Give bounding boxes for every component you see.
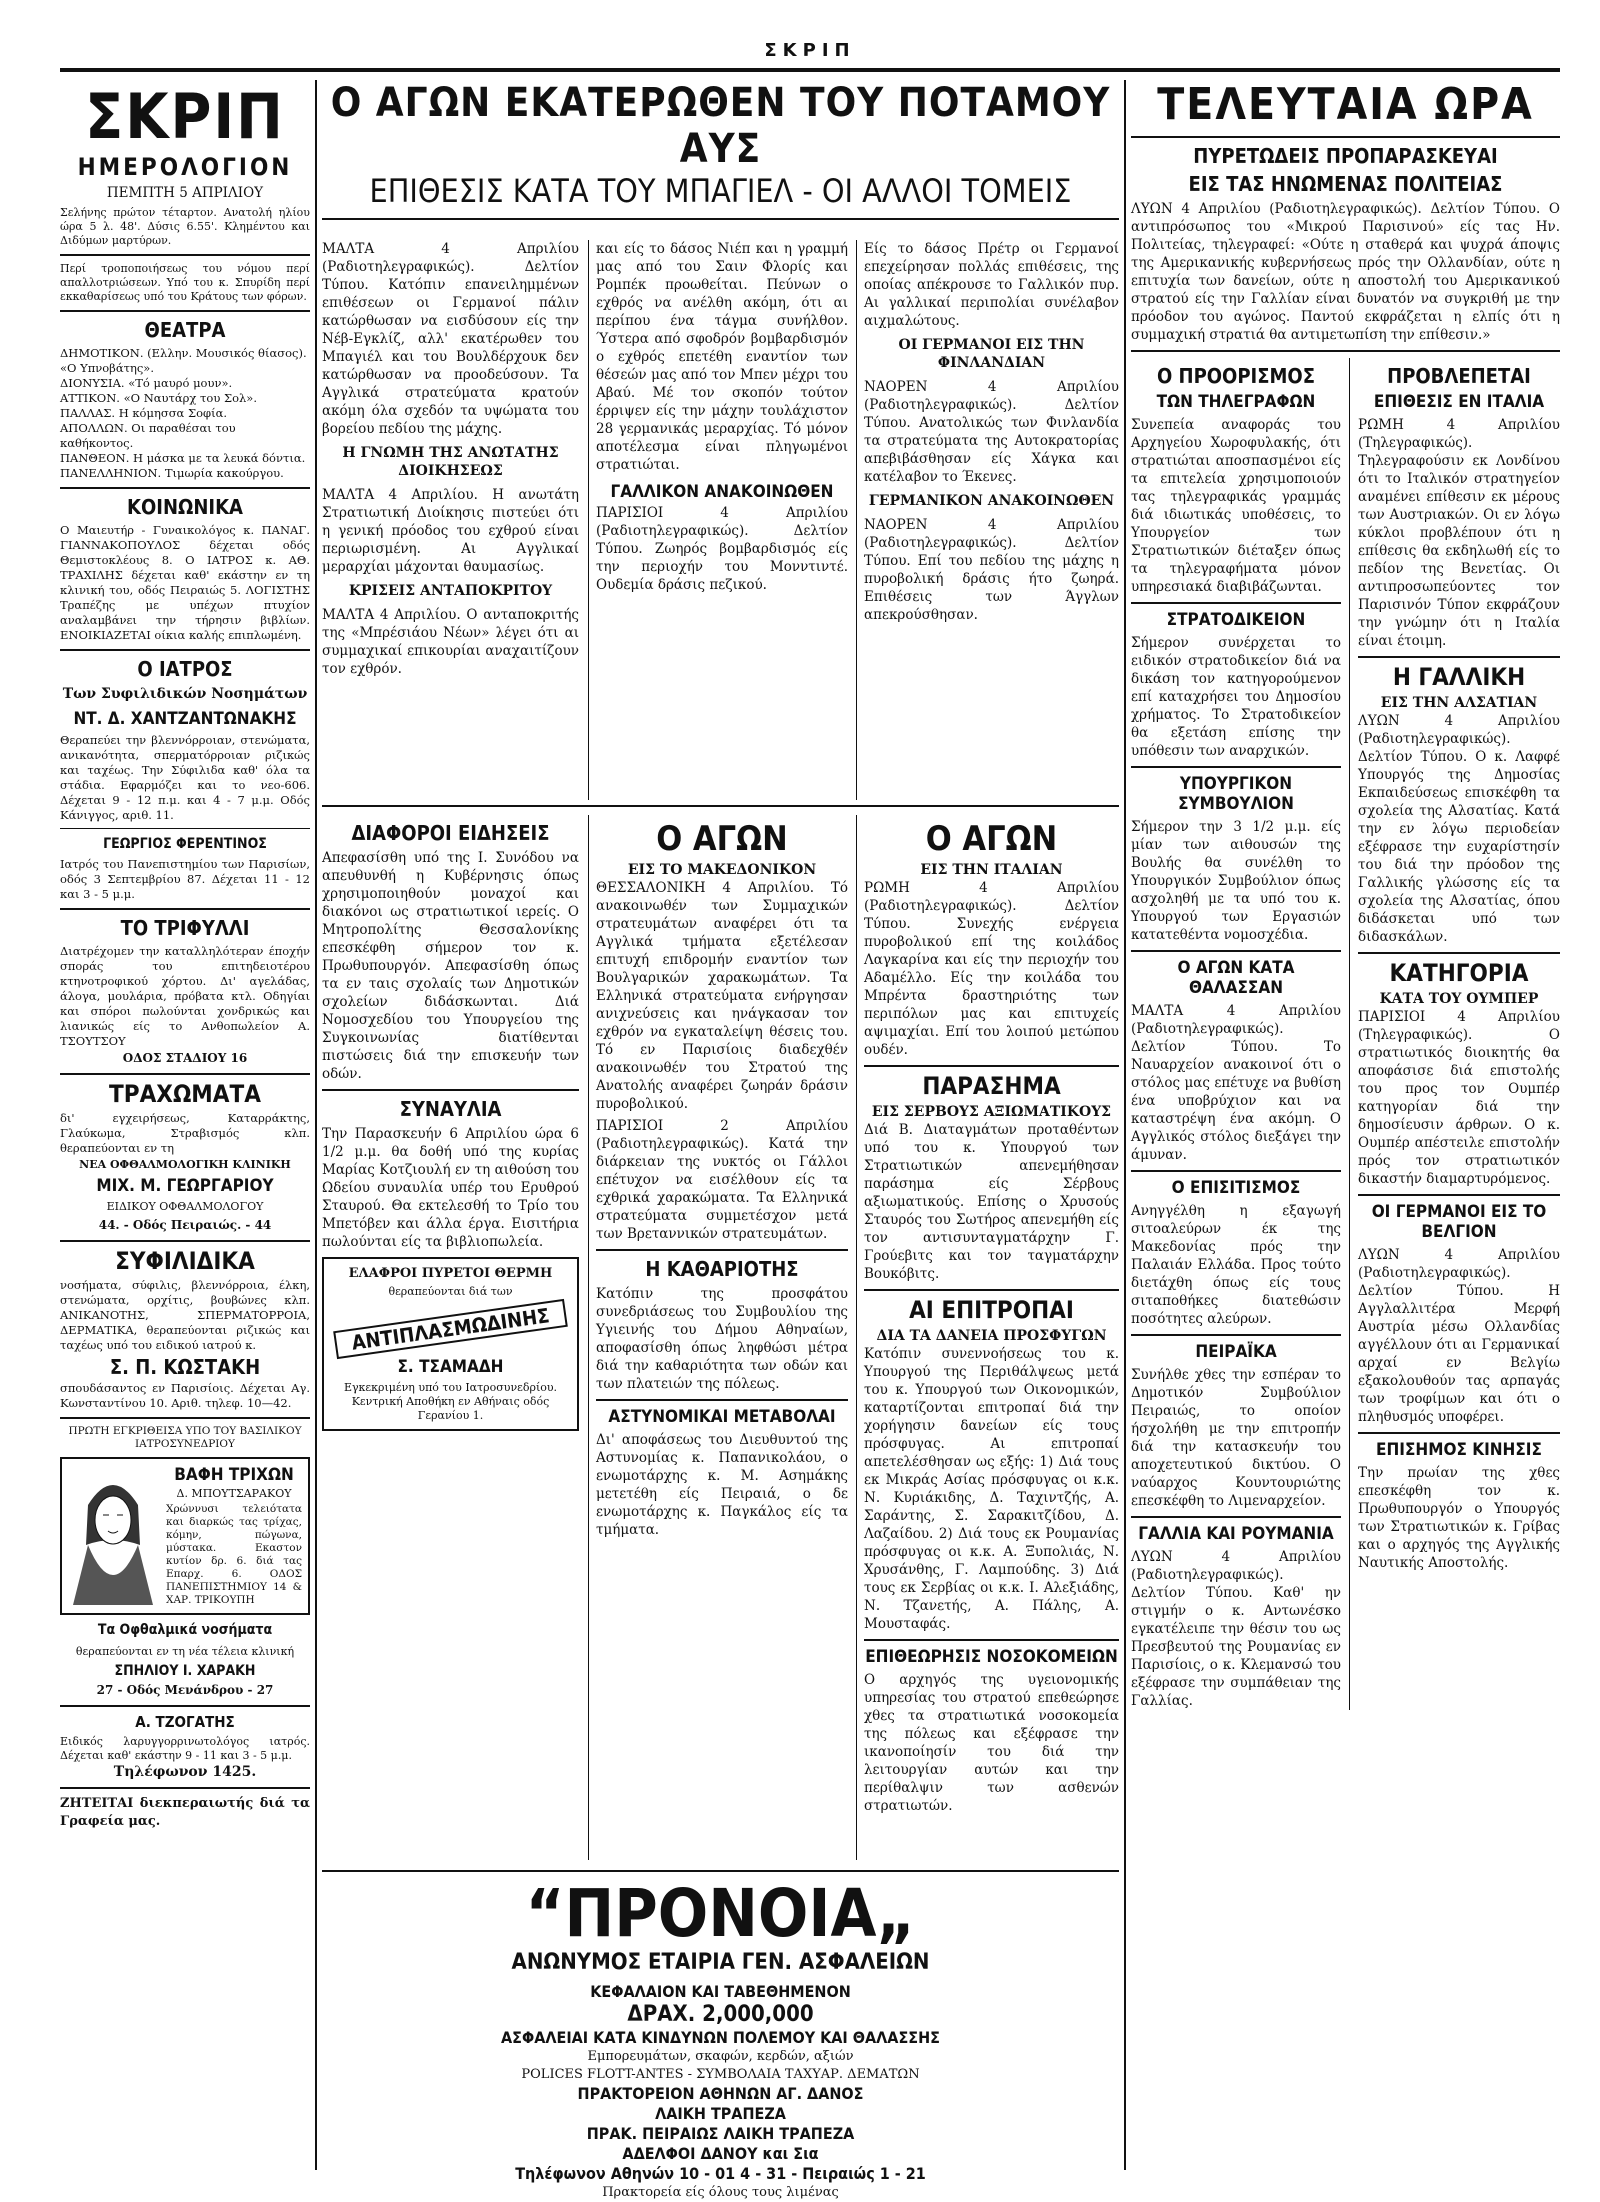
eladia-maker: Σ. ΤΣΑΜΑΔΗ bbox=[397, 1357, 504, 1377]
provlepetai-heading: ΠΡΟΒΛΕΠΕΤΑΙ bbox=[1387, 364, 1531, 388]
ofthalmika-doctor: ΣΠΗΛΙΟΥ Ι. ΧΑΡΑΚΗ bbox=[114, 1663, 256, 1679]
column-rule bbox=[588, 815, 589, 1860]
kategoria-text: ΠΑΡΙΣΙΟΙ 4 Απριλίου (Τηλεγραφικώς). Ο στρατιωτικός διοικητής θα αποφάσισε διά επιστολής του προς τον Ουμπέρ κατηγορίαν διά την δημοσίευσιν άρθρων. Ο κ. Ουμπέρ απέστειλε επιστολήν πρός τον στρατιωτικόν δικαστήν διαμαρτυρόμενος. bbox=[1358, 1009, 1560, 1187]
epitropai-heading: ΑΙ ΕΠΙΤΡΟΠΑΙ bbox=[909, 1296, 1074, 1324]
main-story-col1c-text: ΜΑΛΤΑ 4 Απριλίου. Ο ανταποκριτής της «Μπρέσιάου Νέων» λέγει ότι αι συμμαχικαί επικουρίαι αναχαιτίζουν τον εχθρόν. bbox=[322, 607, 579, 677]
thalassan-heading: Ο ΑΓΩΝ ΚΑΤΑ ΘΑΛΑΣΣΑΝ bbox=[1177, 958, 1295, 998]
trifylli-heading: ΤΟ ΤΡΙΦΥΛΛΙ bbox=[120, 916, 250, 940]
divider bbox=[1131, 950, 1341, 952]
makedonikon-text2: ΠΑΡΙΣΙΟΙ 2 Απριλίου (Ραδιοτηλεγραφικώς). Κατά την διάρκειαν της νυκτός οι Γάλλοι επέτυχον να εισέλθουν είς τα εχθρικά χαρακώματα. Τα Ελληνικά στρατεύματα συμμετέσχον μετά των Βρεταννικών στρατευμάτων. bbox=[596, 1118, 848, 1242]
peiraikai-text: Συνήλθε χθες την εσπέραν το Δημοτικόν Συμβούλιον Πειραιώς, το οποίον ήσχολήθη με την επιτροπήν διά την κατασκευήν του αποχετευτικού δικτύου. Ο ναύαρχος Κουντουριώτης επεσκέφθη το Λιμεναρχείον. bbox=[1131, 1367, 1341, 1509]
pronoia-line5: ΛΑΙΚΗ ΤΡΑΠΕΖΑ bbox=[655, 2104, 786, 2123]
trifylli-address: ΟΔΟΣ ΣΤΑΔΙΟΥ 16 bbox=[122, 1051, 248, 1065]
divider bbox=[60, 1787, 310, 1789]
pronoia-title: “ΠΡΟΝΟΙΑ„ bbox=[525, 1875, 916, 1952]
main-story-col-2 bbox=[596, 240, 848, 800]
gallikh-text: ΛΥΩΝ 4 Απριλίου (Ραδιοτηλεγραφικώς). Δελτίον Τύπου. Ο κ. Λαφφέ Υπουργός της Δημοσίας Εκπαιδεύσεως επισκέφθη τα σχολεία της Αλσατίας. Κατά την εν λόγω περιοδείαν εξέφρασε την ευχαρίστησίν του διά την πρόοδον της Γαλλικής γλώσσης είς τα σχολεία της Αλσατίας, όπου διδάσκεται υπό των διδασκάλων. bbox=[1358, 713, 1560, 945]
lower-col-1 bbox=[322, 815, 579, 1860]
teleftaia-banner: ΤΕΛΕΥΤΑΙΑ ΩΡΑ bbox=[1157, 79, 1534, 130]
divider bbox=[1131, 1334, 1341, 1336]
syfilidika-text2: σπουδάσαντος εν Παρισίοις. Δέχεται Αγ. Κωνσταντίνου 10. Αριθ. τηλεφ. 10—42. bbox=[60, 1381, 310, 1410]
gallikh-heading: Η ΓΑΛΛΙΚΗ bbox=[1392, 663, 1526, 691]
middle-section bbox=[322, 80, 1119, 2200]
ofthalmika-heading: Τα Οφθαλμικά νοσήματα bbox=[97, 1622, 273, 1638]
epistitismos-heading: Ο ΕΠΙΣΙΤΙΣΜΟΣ bbox=[1171, 1178, 1301, 1198]
syfilidika-text: νοσήματα, σύφιλις, βλεννόρροια, έλκη, στενώματα, ορχίτις, βουβώνες κλπ. ΑΝΙΚΑΝΟΤΗΣ, ΣΠΕΡΜΑΤΟΡΡΟΙΑ, ΔΕΡΜΑΤΙΚΑ, θεραπεύονται ριζικώς και ταχέως υπό του ειδικού ιατρού κ. bbox=[60, 1278, 310, 1352]
iatros-name: ΝΤ. Δ. ΧΑΝΤΖΑΝΤΩΝΑΚΗΣ bbox=[73, 709, 297, 729]
divider bbox=[1358, 952, 1560, 954]
pronoia-line1: ΑΣΦΑΛΕΙΑΙ ΚΑΤΑ ΚΙΝΔΥΝΩΝ ΠΟΛΕΜΟΥ ΚΑΙ ΘΑΛΑΣΣΗΣ bbox=[500, 2028, 940, 2047]
pronoia-ad bbox=[322, 1870, 1119, 2200]
main-story-subbanner: ΕΠΙΘΕΣΙΣ ΚΑΤΑ ΤΟΥ ΜΠΑΓΙΕΛ - ΟΙ ΑΛΛΟΙ ΤΟΜΕΙΣ bbox=[369, 172, 1072, 210]
kategoria-heading: ΚΑΤΗΓΟΡΙΑ bbox=[1389, 959, 1529, 987]
pronoia-sub: ΑΝΩΝΥΜΟΣ ΕΤΑΙΡΙΑ ΓΕΝ. ΑΣΦΑΛΕΙΩΝ bbox=[511, 1950, 930, 1975]
divider bbox=[1131, 766, 1341, 768]
pronoia-line8: Τηλέφωνον Αθηνών 10 - 01 4 - 31 - Πειραιώς 1 - 21 bbox=[515, 2164, 926, 2183]
theatra-item: ΠΑΛΛΑΣ. Η κόμησσα Σοφία. bbox=[60, 406, 228, 420]
stratodikeion-text: Σήμερον συνέρχεται το ειδικόν στρατοδικείον διά να δικάση τον κατηγορούμενον επί καταχρήσει του Δημοσίου χρήματος. Το Στρατοδικείον θα εξετάση επίσης την υπόθεσιν των αναρχικών. bbox=[1131, 635, 1341, 759]
divider bbox=[60, 1240, 310, 1242]
teleftaia-text: ΛΥΩΝ 4 Απριλίου (Ραδιοτηλεγραφικώς). Δελτίον Τύπου. Ο αντιπρόσωπος του «Μικρού Παρισινού» είς τας Ην. Πολιτείας, τηλεγραφεί: «Ούτε η σταθερά και ψυχρά άποψις της Αμερικανικής κυβερνήσεως πρός την Ολλανδίαν, ούτε η επιτυχία των δανείων, ούτε η αποστολή του Αμερικανικού στρατού είς την Γαλλίαν είναι δυνατόν να συγκριθή με την πρόοδον του αγώνος. Παντού εκφράζεται η ελπίς ότι η συμμαχική στρατιά θα αντιμετωπίση την επίθεσιν.» bbox=[1131, 201, 1560, 343]
divider bbox=[596, 1249, 848, 1251]
ofthalmika-address: 27 - Οδός Μενάνδρου - 27 bbox=[96, 1683, 274, 1697]
katharotis-text: Κατόπιν της προσφάτου συνεδριάσεως του Συμβουλίου της Υγιεινής του Δήμου Αθηναίων, αποφασίσθη όπως ληφθώσι μέτρα διά την καθαριότητα των οδών και των πλατειών της πόλεως. bbox=[596, 1286, 848, 1392]
main-story-col3c-text: ΝΑΟΡΕΝ 4 Απριλίου (Ραδιοτηλεγραφικώς). Δελτίον Τύπου. Επί του πεδίου της μάχης η πυροβολική δράσις ήτο ζωηρά. Επιθέσεις των Άγγλων απεκρούσθησαν. bbox=[864, 517, 1119, 623]
synavlia-heading: ΣΥΝΑΥΛΙΑ bbox=[399, 1097, 502, 1121]
pronoia-capital: ΚΕΦΑΛΑΙΟΝ ΚΑΙ ΤΑΒΕΘΗΜΕΝΟΝ bbox=[590, 1982, 851, 2001]
pronoia-amount: ΔΡΑΧ. 2,000,000 bbox=[627, 2002, 814, 2027]
iatros-sub: Των Συφιλιδικών Νοσημάτων bbox=[62, 686, 308, 702]
provlepetai-text: ΡΩΜΗ 4 Απριλίου (Τηλεγραφικώς). Τηλεγραφούσιν εκ Λονδίνου ότι το Ιταλικόν στρατηγείον αναμένει επίθεσιν εκ μέρους των Αυστριακών. Οι εν λόγω κύκλοι προβλέπουν ότι η επίθεσις θα εκδηλωθή είς το πεδίον της Βενετίας. Οι αντιπροσωπεύοντες τον Παρισινόν Τύπον εκφράζουν την γνώμην ότι η Ιταλία είναι έτοιμη. bbox=[1358, 417, 1560, 649]
masthead-title: ΣΚΡΙΠ bbox=[85, 80, 285, 153]
vafi-ad bbox=[60, 1457, 310, 1615]
divider bbox=[60, 1705, 310, 1707]
divider bbox=[1358, 1194, 1560, 1196]
proorismos-heading: Ο ΠΡΟΟΡΙΣΜΟΣ bbox=[1156, 364, 1316, 388]
vafi-label: ΠΡΩΤΗ ΕΓΚΡΙΘΕΙΣΑ ΥΠΟ ΤΟΥ ΒΑΣΙΛΙΚΟΥ ΙΑΤΡΟΣΥΝΕΔΡΙΟΥ bbox=[68, 1425, 302, 1450]
astynomikai-text: Δι' αποφάσεως του Διευθυντού της Αστυνομίας κ. Παπανικολάου, ο ενωμοτάρχης κ. Μ. Ασημάκης μετετέθη είς Πειραιά, ο δε ενωμοτάρχης κ. Παγκάλος είς τα τμήματα. bbox=[596, 1432, 848, 1538]
main-story-col2-head: ΓΑΛΛΙΚΟΝ ΑΝΑΚΟΙΝΩΘΕΝ bbox=[610, 482, 834, 502]
koinonika-heading: ΚΟΙΝΩΝΙΚΑ bbox=[127, 495, 243, 519]
italian-sub: ΕΙΣ ΤΗΝ ΙΤΑΛΙΑΝ bbox=[920, 862, 1063, 878]
divider bbox=[60, 487, 310, 489]
column-rule bbox=[856, 815, 857, 1860]
lower-col-3 bbox=[864, 815, 1119, 1860]
main-story-col3-head: ΟΙ ΓΕΡΜΑΝΟΙ ΕΙΣ ΤΗΝ ΦΙΝΛΑΝΔΙΑΝ bbox=[898, 337, 1085, 371]
divider bbox=[1131, 602, 1341, 604]
divider bbox=[60, 254, 310, 256]
column-rule bbox=[315, 80, 317, 2170]
divider bbox=[60, 1417, 310, 1419]
pronoia-line6: ΠΡΑΚ. ΠΕΙΡΑΙΩΣ ΛΑΙΚΗ ΤΡΑΠΕΖΑ bbox=[586, 2124, 855, 2143]
episimos-heading: ΕΠΙΣΗΜΟΣ ΚΙΝΗΣΙΣ bbox=[1376, 1440, 1542, 1460]
trachomata-text: δι' εγχειρήσεως, Καταρράκτης, Γλαύκωμα, Στραβισμός κλπ. θεραπεύονται εν τη bbox=[60, 1111, 310, 1155]
katharotis-heading: Η ΚΑΘΑΡΙΟΤΗΣ bbox=[645, 1257, 799, 1281]
main-story-col-1 bbox=[322, 240, 579, 800]
divider bbox=[60, 1073, 310, 1075]
trachomata-doctor: ΜΙΧ. Μ. ΓΕΩΡΓΑΡΙΟΥ bbox=[96, 1176, 274, 1196]
iatros-text2: Ιατρός του Πανεπιστημίου των Παρισίων, οδός 3 Σεπτεμβρίου 87. Δέχεται 11 - 12 και 3 - 5 μ.μ. bbox=[60, 857, 310, 901]
column-rule bbox=[856, 240, 857, 800]
main-story-col2b-text: ΠΑΡΙΣΙΟΙ 4 Απριλίου (Ραδιοτηλεγραφικώς). Δελτίον Τύπου. Ζωηρός βομβαρδισμός είς την περιοχήν του Μονντιντέ. Ουδεμία δράσις πεζικού. bbox=[596, 505, 848, 593]
iatros-text: Θεραπεύει την βλεννόρροιαν, στενώματα, ανικανότητα, σπερματόρροιαν ριζικώς και ταχέως. Την Σύφιλιδα καθ' όλα τα στάδια. Εφαρμόζει και το νεο-606. Δέχεται 9 - 12 π.μ. και 4 - 7 μ.μ. Οδός Κάνιγγος, αριθ. 11. bbox=[60, 733, 310, 822]
column-rule bbox=[1349, 358, 1350, 1710]
right-split-right bbox=[1358, 358, 1560, 1710]
kategoria-sub: ΚΑΤΑ ΤΟΥ ΟΥΜΠΕΡ bbox=[1379, 991, 1539, 1007]
ofthalmika-text: θεραπεύονται εν τη νέα τέλεια κλινική bbox=[75, 1645, 295, 1658]
masthead-note: Περί τροποποιήσεως του νόμου περί απαλλοτριώσεων. Υπό του κ. Σπυρίδη περί εκκαθαρίσεως υπό του Κράτους των φόρων. bbox=[60, 262, 310, 303]
divider bbox=[60, 908, 310, 910]
divider bbox=[1131, 136, 1560, 138]
diafores-heading: ΔΙΑΦΟΡΟΙ ΕΙΔΗΣΕΙΣ bbox=[351, 821, 550, 845]
column-rule bbox=[1124, 80, 1126, 2170]
epistitismos-text: Ανηγγέλθη η εξαγωγή σιτοαλεύρων έκ της Μακεδονίας πρός την Παλαιάν Ελλάδα. Προς τούτο διετάχθη όπως είς τους σιταποθήκες διατεθώσιν ποσότητες αλεύρων. bbox=[1131, 1203, 1341, 1327]
eladia-sub: θεραπεύονται διά των bbox=[388, 1285, 513, 1298]
main-story-col3b-text: ΝΑΟΡΕΝ 4 Απριλίου (Ραδιοτηλεγραφικώς). Δελτίον Τύπου. Ανατολικώς των Φινλανδία τα στρατεύματα της Αυτοκρατορίας απεβιβάσθησαν είς Χάγκα και κατέλαβον το Έκενες. bbox=[864, 379, 1119, 485]
divider bbox=[1358, 1432, 1560, 1434]
syfilidika-doctor: Σ. Π. ΚΩΣΤΑΚΗ bbox=[109, 1355, 261, 1379]
vafi-maker: Δ. ΜΠΟΥΤΣΑΡΑΚΟΥ bbox=[176, 1487, 292, 1500]
divider bbox=[1131, 1170, 1341, 1172]
proorismos-text: Συνεπεία αναφοράς του Αρχηγείου Χωροφυλακής, ότι στρατιώται αποσπασμένοι είς τα επιτελεία χρησιμοποιούν τας τηλεγραφικάς γραμμάς διά ιδιωτικάς υποθέσεις, το Υπουργείον των Στρατιωτικών διέταξεν όπως τα τηλεγραφήματα μόνον υπηρεσιακά διαβιβάζωνται. bbox=[1131, 417, 1341, 595]
divider bbox=[864, 1639, 1119, 1641]
eladia-text: Εγκεκριμένη υπό του Ιατροσυνεδρίου. Κεντρική Αποθήκη εν Αθήναις οδός Γερανίου 1. bbox=[343, 1381, 558, 1422]
tzogatis-text: Ειδικός λαρυγγορρινωτολόγος ιατρός. Δέχεται καθ' εκάστην 9 - 11 και 3 - 5 μ.μ. bbox=[60, 1735, 310, 1762]
epitropai-text: Κατόπιν συνεννοήσεως του κ. Υπουργού της Περιθάλψεως μετά του κ. Υπουργού των Οικονομικών, καταρτίζονται επιτροπαί διά την χορήγησιν δανείων είς τους πρόσφυγας. Αι επιτροπαί απετελέσθησαν ως εξής: 1) Διά τους εκ Μικράς Ασίας πρόσφυγας οι κ.κ. Ν. Κυριάκιδης, Δ. Ταχιντζής, Α. Σαράντης, Σ. Σαρακιτζίδου, Δ. Λαζαίδου. 2) Διά τους εκ Ρουμανίας πρόσφυγας οι κ.κ. Α. Ξυπολιάς, Ν. Χρυσάνθης, Γ. Λαμπούδης. 3) Διά τους εκ Σερβίας οι κ.κ. Ι. Αλεξιάδης, Ν. Τζανετής, Α. Πάλης, Α. Μουσταφάς. bbox=[864, 1346, 1119, 1632]
parasima-text: Διά Β. Διαταγμάτων προταθέντων υπό του κ. Υπουργού των Στρατιωτικών απενεμήθησαν παράσημα είς Σέρβους αξιωματικούς. Επίσης ο Χρυσούς Σταυρός του Σωτήρος απενεμήθη είς τον αντισυνταγματάρχην Γ. Γρούεβιτς και τον ταγματάρχην Βουκόβιτς. bbox=[864, 1122, 1119, 1282]
thalassan-text: ΜΑΛΤΑ 4 Απριλίου (Ραδιοτηλεγραφικώς). Δελτίον Τύπου. Το Ναυαρχείον ανακοινοί ότι ο στόλος μας επέτυχε να βυθίση ένα υποβρύχιον και να καταστρέψη ένα ακόμη. Ο Αγγλικός στόλος διεξάγει την άμυναν. bbox=[1131, 1003, 1341, 1163]
trachomata-address: 44. - Οδός Πειραιώς. - 44 bbox=[98, 1218, 272, 1232]
divider bbox=[60, 310, 310, 312]
makedonikon-heading: Ο ΑΓΩΝ bbox=[656, 819, 788, 859]
eladia-ad bbox=[322, 1257, 579, 1431]
right-column bbox=[1131, 80, 1560, 2170]
main-story-col1-head2: ΚΡΙΣΕΙΣ ΑΝΤΑΠΟΚΡΙΤΟΥ bbox=[348, 583, 553, 599]
peiraikai-heading: ΠΕΙΡΑΪΚΑ bbox=[1195, 1342, 1277, 1362]
right-split bbox=[1131, 358, 1560, 1710]
trachomata-role: ΕΙΔΙΚΟΥ ΟΦΘΑΛΜΟΛΟΓΟΥ bbox=[106, 1200, 264, 1213]
pronoia-line4: ΠΡΑΚΤΟΡΕΙΟΝ ΑΘΗΝΩΝ ΑΓ. ΔΑΝΟΣ bbox=[577, 2084, 864, 2103]
tzogatis-phone: Τηλέφωνον 1425. bbox=[113, 1764, 257, 1780]
pronoia-line3: POLICES FLOTT-ANTES - ΣΥΜΒΟΛΑΙΑ ΤΑΧΥΑΡ. ΔΕΜΑΤΩΝ bbox=[521, 2067, 920, 2082]
masthead-subtitle: ΗΜΕΡΟΛΟΓΙΟΝ bbox=[77, 153, 293, 181]
trachomata-clinic: ΝΕΑ ΟΦΘΑΛΜΟΛΟΓΙΚΗ ΚΛΙΝΙΚΗ bbox=[79, 1158, 291, 1171]
vafi-text: Χρώννυσι τελειότατα και διαρκώς τας τρίχας, κόμην, πώγωνα, μύστακα. Εκαστον κυτίον δρ. 6. διά τας Επαρχ. 6. ΟΔΟΣ ΠΑΝΕΠΙΣΤΗΜΙΟΥ 14 & ΧΑΡ. ΤΡΙΚΟΥΠΗ bbox=[166, 1503, 302, 1606]
main-story-banner: Ο ΑΓΩΝ ΕΚΑΤΕΡΩΘΕΝ ΤΟΥ ΠΟΤΑΜΟΥ ΑΥΣ bbox=[330, 80, 1111, 172]
divider bbox=[1358, 656, 1560, 658]
theatra-item: ΑΠΟΛΛΩΝ. Οι παραθέσαι του καθήκοντος. bbox=[60, 421, 236, 450]
vafi-heading: ΒΑΦΗ ΤΡΙΧΩΝ bbox=[174, 1465, 294, 1485]
newspaper-page bbox=[60, 40, 1560, 2200]
column-rule bbox=[588, 240, 589, 800]
main-story-col2-text: και είς το δάσος Νιέπ και η γραμμή μας από του Σαιν Φλορίς και Ρομπέκ προωθείται. Πεύνων ο εχθρός να ανέλθη ακόμη, ότι αι περίπου ένα τάγμα συνήλθον. Ύστερα από σφοδρόν βομβαρδισμόν ο εχθρός επετέθη εναντίον των θέσεών μας από τον Μπεν μέχρι του Αβαύ. Μέ τον σκοπόν τούτον έρριψεν είς την μάχην τουλάχιστον 28 γερμανικάς μεραρχίας. Τό μόνον αποτέλεσμα είναι πληγωμένοι στρατιώται. bbox=[596, 241, 848, 473]
ypourgikon-text: Σήμερον την 3 1/2 μ.μ. είς μίαν των αιθουσών της Βουλής θα συνέλθη το Υπουργικόν Συμβούλιον όπως ασχοληθή με τα υπό του κ. Υπουργού των Εργασιών κατατεθέντα νομοσχέδια. bbox=[1131, 819, 1341, 943]
synavlia-text: Την Παρασκευήν 6 Απριλίου ώρα 6 1/2 μ.μ. θα δοθή υπό της κυρίας Μαρίας Κοτζιουλή εν τη αιθούση του Ωδείου συναυλία υπέρ του Ερυθρού Σταυρού. Θα εκτελεσθή το Τρίο του Μπετόβεν και άλλα έργα. Εισιτήρια πωλούνται είς τα βιβλιοπωλεία. bbox=[322, 1126, 579, 1250]
lower-col-2 bbox=[596, 815, 848, 1860]
divider bbox=[1131, 350, 1560, 352]
theatra-item: ΔΗΜΟΤΙΚΟΝ. (Ελλην. Μουσικός θίασος). «Ο Υπνοβάτης». bbox=[60, 346, 307, 375]
italian-heading: Ο ΑΓΩΝ bbox=[925, 819, 1058, 859]
main-story-col1b-text: ΜΑΛΤΑ 4 Απριλίου. Η ανωτάτη Στρατιωτική Διοίκησις πιστεύει ότι η γενική πρόοδος του εχθρού είναι περιωρισμένη. Αι Αγγλικαί μεραρχίαι μάχονται θαυμασίως. bbox=[322, 487, 579, 575]
main-story-col1-head: Η ΓΝΩΜΗ ΤΗΣ ΑΝΩΤΑΤΗΣ ΔΙΟΙΚΗΣΕΩΣ bbox=[342, 445, 559, 479]
top-rule bbox=[60, 68, 1560, 72]
theatra-item: ΑΤΤΙΚΟΝ. «Ο Ναυτάρχ του Σολ». bbox=[60, 391, 257, 405]
zitite-text: ΖΗΤΕΙΤΑΙ διεκπεραιωτής διά τα Γραφεία μας. bbox=[60, 1796, 310, 1829]
divider bbox=[1131, 1516, 1341, 1518]
divider bbox=[322, 805, 1119, 807]
pronoia-line7: ΑΔΕΛΦΟΙ ΔΑΝΟΥ και Σια bbox=[622, 2144, 819, 2163]
trachomata-heading: ΤΡΑΧΩΜΑΤΑ bbox=[109, 1080, 261, 1108]
koinonika-text: Ο Μαιευτήρ - Γυναικολόγος κ. ΠΑΝΑΓ. ΓΙΑΝΝΑΚΟΠΟΥΛΟΣ δέχεται οδός Θεμιστοκλέους 8. Ο ΙΑΤΡΟΣ κ. ΑΘ. ΤΡΑΧΙΛΗΣ δέχεται καθ' εκάστην εν τη κλινική του, οδός Πειραιώς 5. ΛΟΓΙΣΤΗΣ Τραπέζης με υπέχων πτυχίον αναλαμβάνει την τήρησιν βιβλίων. ΕΝΟΙΚΙΑΖΕΤΑΙ οίκια καλής επιπλωμένη. bbox=[60, 523, 310, 642]
main-story-col3-head2: ΓΕΡΜΑΝΙΚΟΝ ΑΝΑΚΟΙΝΩΘΕΝ bbox=[868, 493, 1115, 509]
woman-portrait-illustration bbox=[68, 1465, 158, 1605]
divider bbox=[60, 828, 310, 829]
divider bbox=[596, 1399, 848, 1401]
running-head: ΣΚΡΙΠ bbox=[764, 40, 856, 61]
divider bbox=[864, 1289, 1119, 1291]
theatra-item: ΠΑΝΘΕΟΝ. Η μάσκα με τα λευκά δόντια. bbox=[60, 451, 306, 465]
nosokomeion-heading: ΕΠΙΘΕΩΡΗΣΙΣ ΝΟΣΟΚΟΜΕΙΩΝ bbox=[865, 1647, 1118, 1667]
diafores-text: Απεφασίσθη υπό της Ι. Συνόδου να απευθυνθή η Κυβέρνησις όπως χρησιμοποιηθούν μοναχοί και διακόνοι ως στρατιωτικοί ιερείς. Ο Μητροπολίτης Θεσσαλονίκης επεσκέφθη σήμερον τον κ. Πρωθυπουργόν. Απεφασίσθη όπως τα εν ταις σχολαίς των Δημοτικών σχολείων διδάσκωνται. Διά Νομοσχεδίου του Υπουργείου της Συγκοινωνίας διατίθενται πιστώσεις διά την επισκευήν των οδών. bbox=[322, 850, 579, 1082]
theatra-item: ΔΙΟΝΥΣΙΑ. «Τό μαυρό μουν». bbox=[60, 376, 233, 390]
masthead-astro: Σελήνης πρώτον τέταρτον. Ανατολή ηλίου ώρα 5 λ. 48'. Δύσις 6.55'. Κλημέντου και Διδύμων μαρτύρων. bbox=[60, 206, 310, 247]
ypourgikon-heading: ΥΠΟΥΡΓΙΚΟΝ ΣΥΜΒΟΥΛΙΟΝ bbox=[1178, 774, 1294, 814]
divider bbox=[322, 1089, 579, 1091]
episimos-text: Την πρωίαν της χθες επεσκέφθη τον κ. Πρωθυπουργόν ο Υπουργός των Στρατιωτικών κ. Γρίβας και ο αρχηγός της Αγγλικής Ναυτικής Αποστολής. bbox=[1358, 1465, 1560, 1571]
provlepetai-sub: ΕΠΙΘΕΣΙΣ ΕΝ ΙΤΑΛΙΑ bbox=[1373, 392, 1545, 412]
lower-columns bbox=[322, 815, 1119, 1860]
iatros-name2: ΓΕΩΡΓΙΟΣ ΦΕΡΕΝΤΙΝΟΣ bbox=[103, 836, 267, 852]
eladia-product: ΑΝΤΙΠΛΑΣΜΩΔΙΝΗΣ bbox=[333, 1299, 568, 1359]
syfilidika-heading: ΣΥΦΙΛΙΔΙΚΑ bbox=[115, 1247, 255, 1275]
left-column bbox=[60, 80, 310, 1831]
main-story-col1-text: ΜΑΛΤΑ 4 Απριλίου (Ραδιοτηλεγραφικώς). Δελτίον Τύπου. Κατόπιν επανειλημμένων επιθέσεων οι Γερμανοί πάλιν κατώρθωσαν να εισδύσουν είς την Νέβ-Εγκλίζ, αλλ' εκατέρωθεν του Μπαγιέλ και του Βουλδέρχουκ δεν κατώρθωσαν να προοδεύσουν. Τα Αγγλικά στρατεύματα κρατούν ακόμη όλα σχεδόν τα υψώματα του βορείου πεδίου της μάχης. bbox=[322, 241, 579, 437]
pronoia-line9: Πρακτορεία είς όλους τους λιμένας bbox=[602, 2185, 839, 2200]
makedonikon-text: ΘΕΣΣΑΛΟΝΙΚΗ 4 Απριλίου. Τό ανακοινωθέν των Συμμαχικών στρατευμάτων αναφέρει ότι τα Αγγλικά τμήματα εξετέλεσαν επιτυχή επιδρομήν εναντίον των Βουλγαρικών χαρακωμάτων. Τα Ελληνικά στρατεύματα ενήργησαν ανιχνεύσεις και ηνάγκασαν τον εχθρόν να εγκαταλείψη θέσεις του. Τό εν Παρισίοις διαδεχθέν ανακοινωθέν του Στρατού της Ανατολής αναφέρει ζωηράν δράσιν πυροβολικού. bbox=[596, 880, 848, 1112]
eladia-heading: ΕΛΑΦΡΟΙ ΠΥΡΕΤΟΙ ΘΕΡΜΗ bbox=[348, 1266, 553, 1281]
germanoi-text: ΛΥΩΝ 4 Απριλίου (Ραδιοτηλεγραφικώς). Δελτίον Τύπου. Η Αγγλαλλιτέρα Μερφή Αυστρία μέσω Ολλανδίας αγγέλλουν ότι αι Γερμανικαί αρχαί εν Βελγίω εξακολουθούν τας αρπαγάς των τροφίμων και ότι ο πληθυσμός υποφέρει. bbox=[1358, 1247, 1560, 1425]
divider bbox=[60, 649, 310, 651]
germanoi-heading: ΟΙ ΓΕΡΜΑΝΟΙ ΕΙΣ ΤΟ ΒΕΛΓΙΟΝ bbox=[1371, 1202, 1547, 1242]
pronoia-line2: Εμπορευμάτων, σκαφών, κερδών, αξιών bbox=[587, 2049, 854, 2064]
main-story-col-3 bbox=[864, 240, 1119, 800]
epitropai-sub: ΔΙΑ ΤΑ ΔΑΝΕΙΑ ΠΡΟΣΦΥΓΩΝ bbox=[876, 1328, 1107, 1344]
astynomikai-heading: ΑΣΤΥΝΟΜΙΚΑΙ ΜΕΤΑΒΟΛΑΙ bbox=[608, 1407, 836, 1427]
nosokomeion-text: Ο αρχηγός της υγειονομικής υπηρεσίας του στρατού επεθεώρησε χθες τα στρατιωτικά νοσοκομεία της πόλεως και εξέφρασε την ικανοποίησίν του διά την λειτουργίαν αυτών και την περίθαλψιν των ασθενών στρατιωτών. bbox=[864, 1672, 1119, 1814]
teleftaia-head: ΠΥΡΕΤΩΔΕΙΣ ΠΡΟΠΑΡΑΣΚΕΥΑΙ bbox=[1193, 144, 1498, 168]
theatra-heading: ΘΕΑΤΡΑ bbox=[144, 318, 226, 342]
italian-text: ΡΩΜΗ 4 Απριλίου (Ραδιοτηλεγραφικώς). Δελτίον Τύπου. Συνεχής ενέργεια πυροβολικού επί της κοιλάδος Λαγκαρίνα και είς την περιοχήν του Αδαμέλλο. Είς την κοιλάδα του Μπρέντα δραστηριότης των περιπόλων μας και επιτυχείς αψιμαχίαι. Επί του λοιπού μετώπου ουδέν. bbox=[864, 880, 1119, 1058]
parasima-heading: ΠΑΡΑΣΗΜΑ bbox=[922, 1072, 1061, 1100]
proorismos-sub: ΤΩΝ ΤΗΛΕΓΡΑΦΩΝ bbox=[1156, 392, 1316, 412]
main-story-columns bbox=[322, 240, 1119, 800]
theatra-list bbox=[60, 346, 310, 481]
masthead-date: ΠΕΜΠΤΗ 5 ΑΠΡΙΛΙΟΥ bbox=[106, 185, 264, 201]
divider bbox=[322, 218, 1119, 220]
gallikh-sub: ΕΙΣ ΤΗΝ ΑΛΣΑΤΙΑΝ bbox=[1380, 695, 1538, 711]
tzogatis-heading: Α. ΤΖΟΓΑΤΗΣ bbox=[135, 1713, 235, 1731]
teleftaia-sub: ΕΙΣ ΤΑΣ ΗΝΩΜΕΝΑΣ ΠΟΛΙΤΕΙΑΣ bbox=[1188, 172, 1503, 196]
parasima-sub: ΕΙΣ ΣΕΡΒΟΥΣ ΑΞΙΩΜΑΤΙΚΟΥΣ bbox=[871, 1104, 1112, 1120]
romania-heading: ΓΑΛΛΙΑ ΚΑΙ ΡΟΥΜΑΝΙΑ bbox=[1138, 1524, 1334, 1544]
main-story-col3-text: Είς το δάσος Πρέτρ οι Γερμανοί επεχείρησαν πολλάς επιθέσεις, της οποίας απέκρουσε το Γαλλικόν πυρ. Αι γαλλικαί περιπολίαι συνέλαβον αιχμαλώτους. bbox=[864, 241, 1119, 329]
romania-text: ΛΥΩΝ 4 Απριλίου (Ραδιοτηλεγραφικώς). Δελτίον Τύπου. Καθ' ην στιγμήν ο κ. Αντωνέσκο εγκατέλειπε την θέσιν του ως Πρεσβευτού της Ρουμανίας εν Παρισίοις, ο κ. Κλεμανσώ του εξέφρασε την συμπάθειαν της Γαλλίας. bbox=[1131, 1549, 1341, 1709]
divider bbox=[864, 1065, 1119, 1067]
stratodikeion-heading: ΣΤΡΑΤΟΔΙΚΕΙΟΝ bbox=[1166, 610, 1306, 630]
right-split-left bbox=[1131, 358, 1341, 1710]
iatros-heading: Ο ΙΑΤΡΟΣ bbox=[137, 657, 233, 681]
trifylli-text: Διατρέχομεν την καταλληλότεραν έποχήν σποράς του επιτηδειοτέρου κτηνοτροφικού χόρτου. Δι' αγελάδας, άλογα, μουλάρια, πρόβατα κτλ. Οδηγίαι και σπόροι πωλούνται χονδρικώς και λιανικώς είς το Ανθοπωλείον Α. ΤΣΟΥΤΣΟΥ bbox=[60, 944, 310, 1048]
theatra-item: ΠΑΝΕΛΛΗΝΙΟΝ. Τιμωρία κακούργου. bbox=[60, 466, 284, 480]
makedonikon-sub: ΕΙΣ ΤΟ ΜΑΚΕΔΟΝΙΚΟΝ bbox=[627, 862, 817, 878]
